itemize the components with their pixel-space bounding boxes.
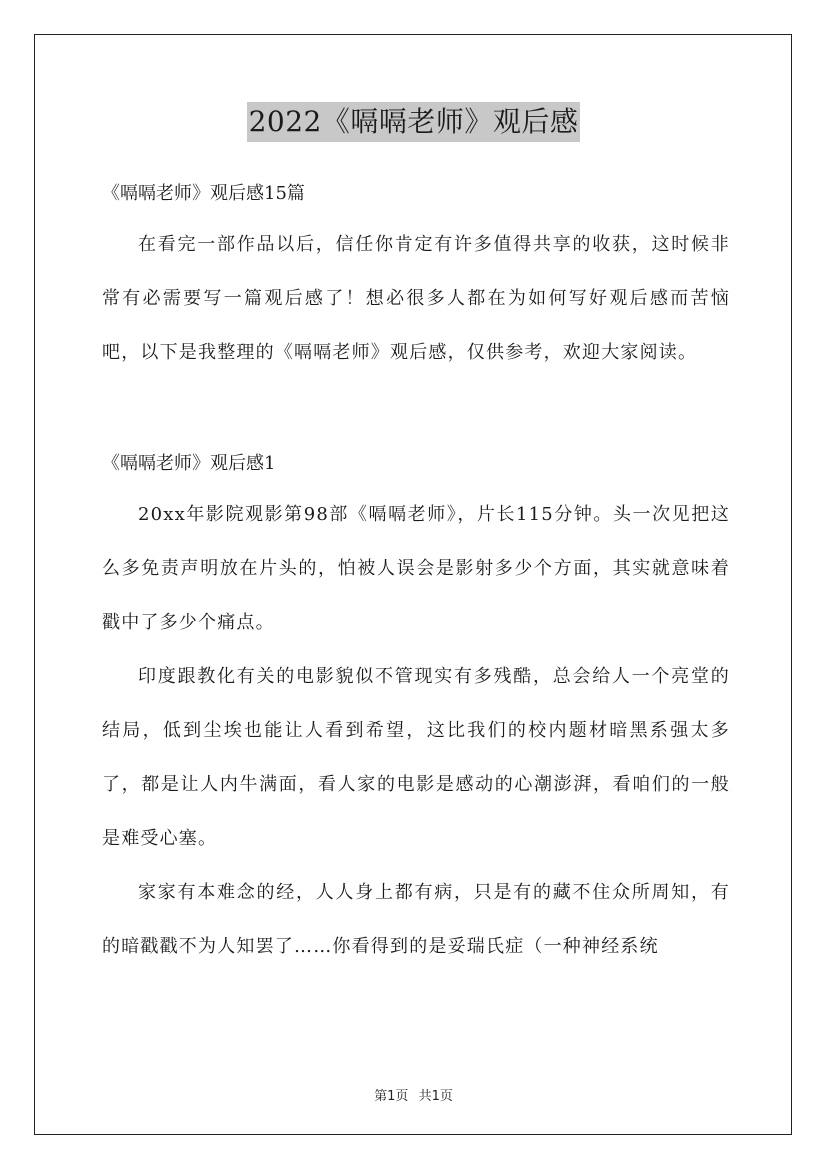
body-paragraph: 20xx年影院观影第98部《嗝嗝老师》，片长115分钟。头一次见把这么多免责声明放在片头的，怕被人误会是影射多少个方面，其实就意味着戳中了多少个痛点。 [102,504,730,633]
page-number: 第1页 [374,1089,409,1104]
body-paragraph: 家家有本难念的经，人人身上都有病，只是有的藏不住众所周知，有的暗戳戳不为人知罢了……你看得到的是妥瑞氏症（一种神经系统 [102,882,730,957]
intro-paragraph: 在看完一部作品以后，信任你肯定有许多值得共享的收获，这时候非常有必需要写一篇观后感了！想必很多人都在为如何写好观后感而苦恼吧，以下是我整理的《嗝嗝老师》观后感，仅供参考，欢迎大家阅读。 [102,234,730,363]
document-subtitle: 《嗝嗝老师》观后感15篇 [102,183,305,204]
document-title: 2022《嗝嗝老师》观后感 [247,102,581,142]
section-heading: 《嗝嗝老师》观后感1 [102,453,276,474]
body-paragraph: 印度跟教化有关的电影貌似不管现实有多残酷，总会给人一个亮堂的结局，低到尘埃也能让人看到希望，这比我们的校内题材暗黑系强太多了，都是让人内牛满面，看人家的电影是感动的心潮澎湃，看咱们的一般是难受心塞。 [102,666,730,849]
document-body [102,172,730,974]
title-container [0,102,827,142]
page-total: 共1页 [418,1089,453,1104]
page-footer [0,1085,827,1104]
